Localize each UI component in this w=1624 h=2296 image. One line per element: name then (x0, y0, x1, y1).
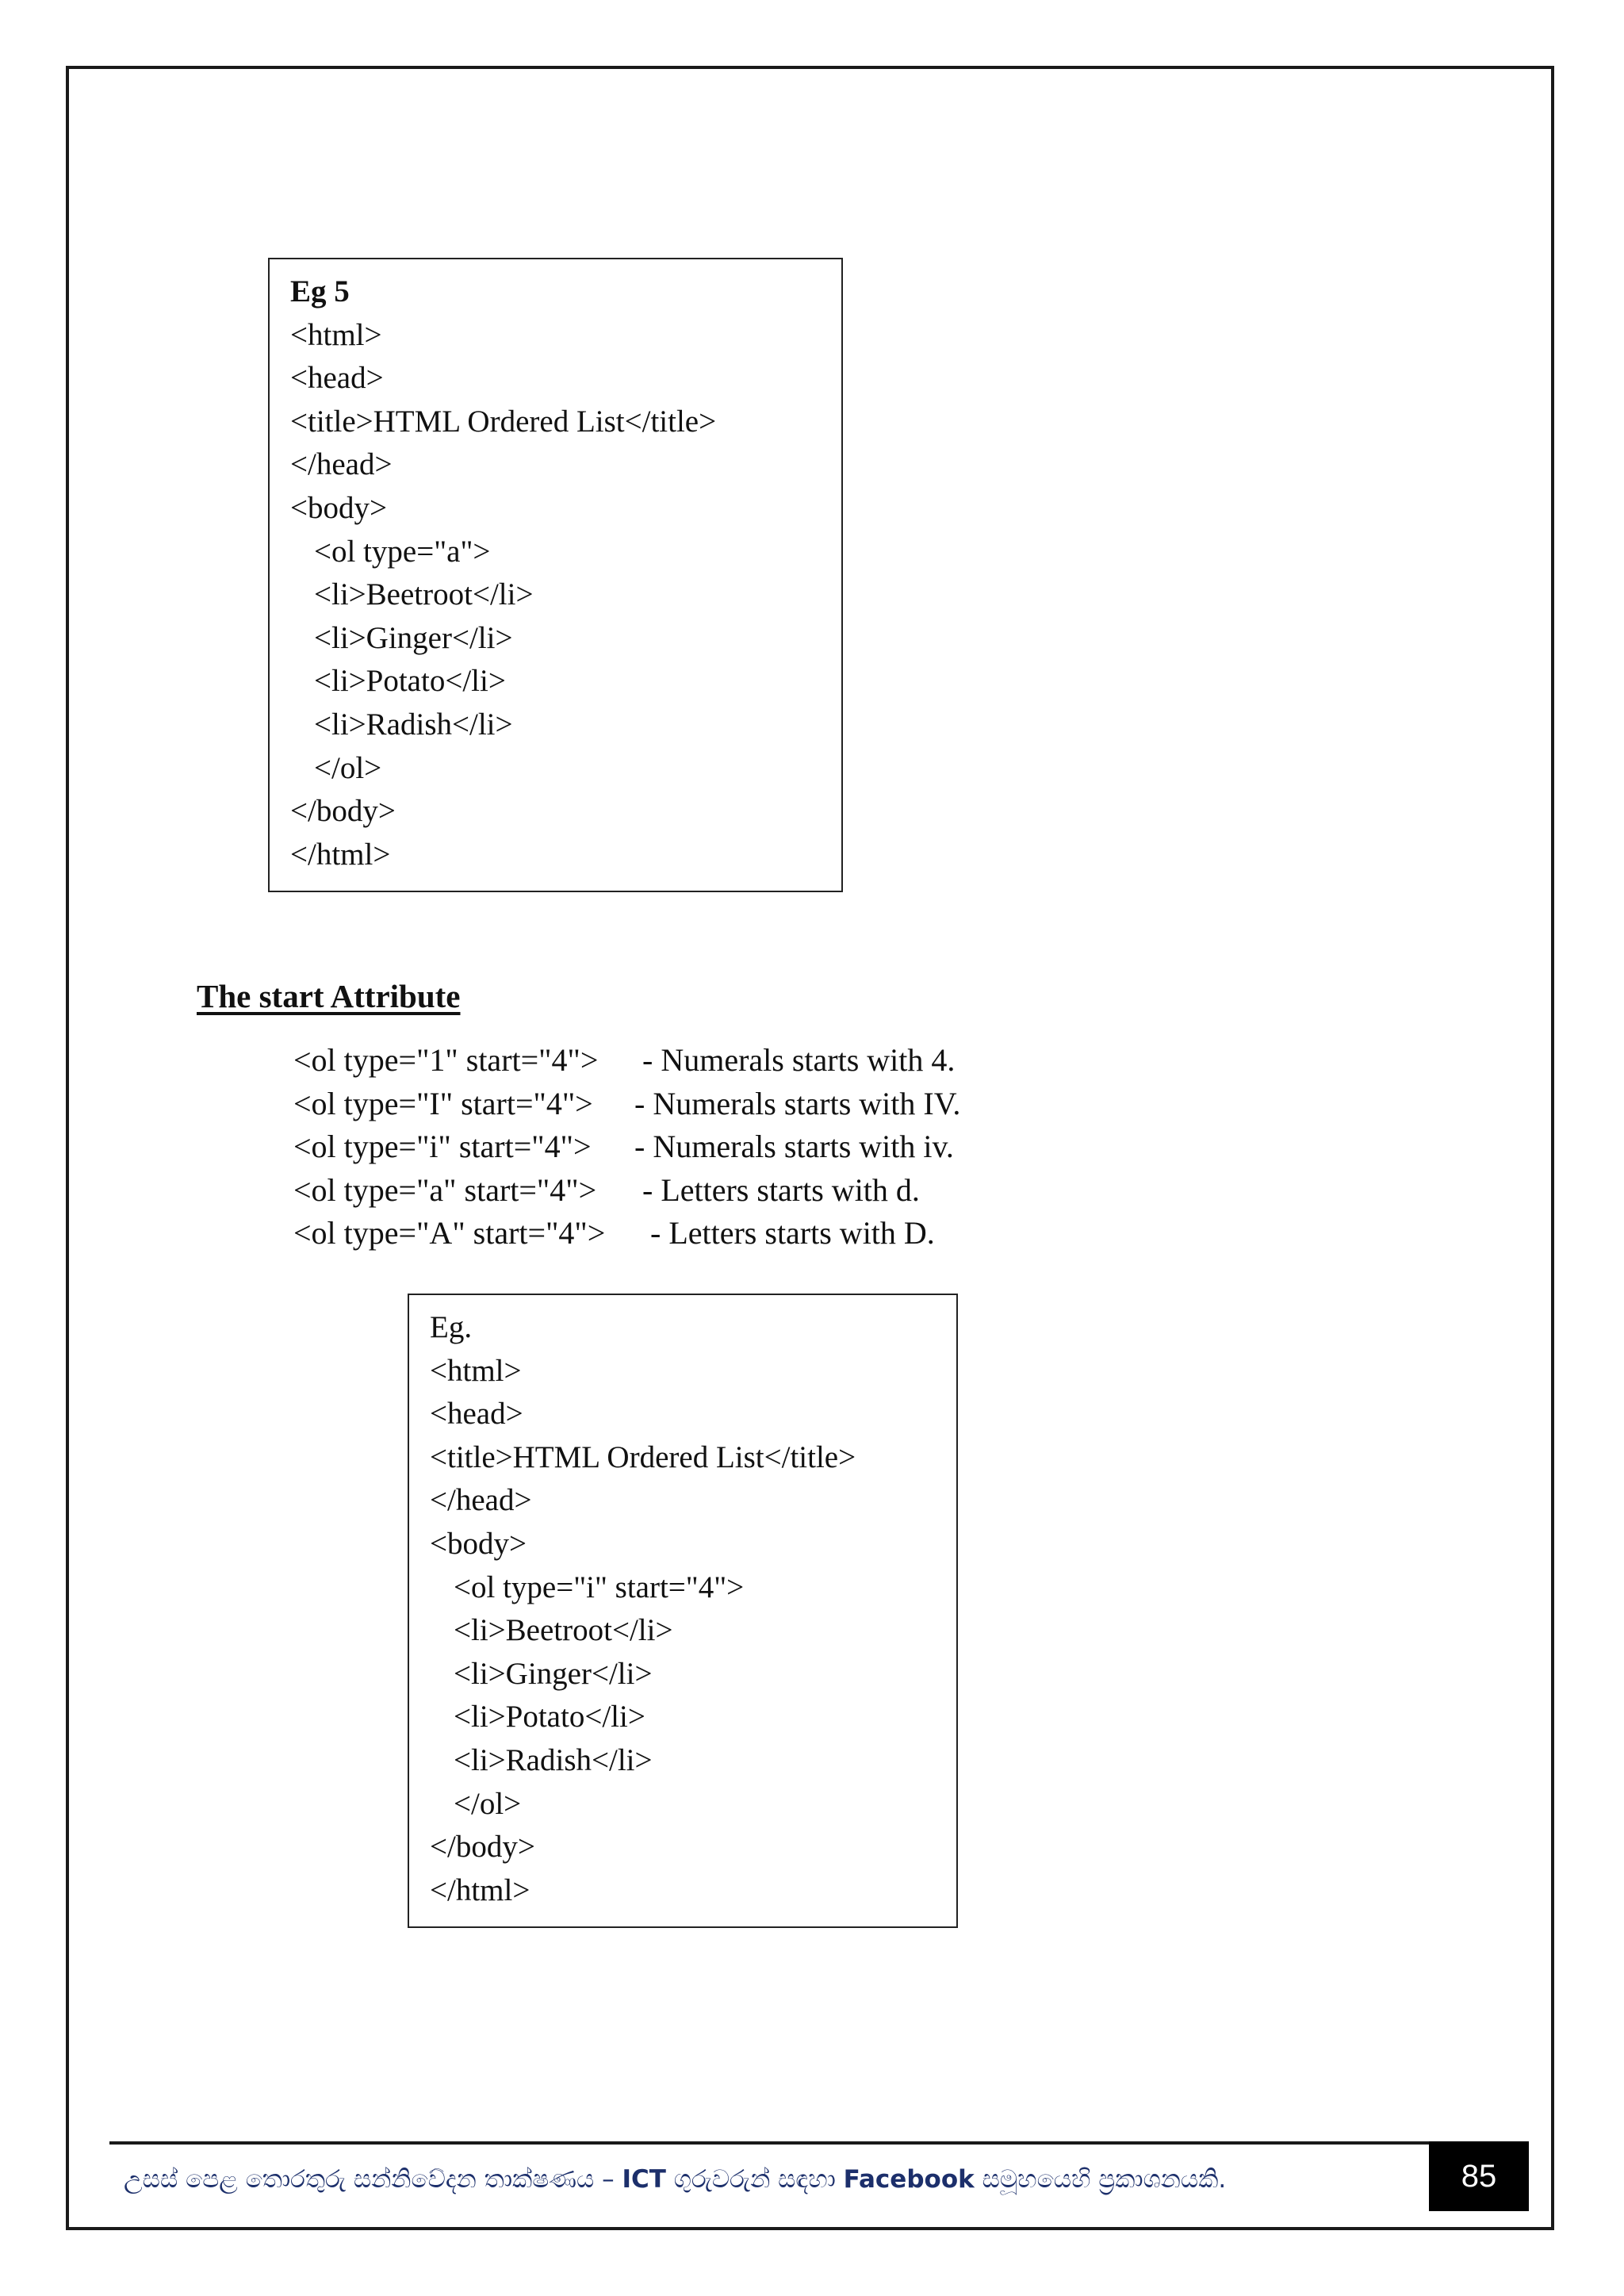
attribute-code: <ol type="A" start="4"> (293, 1215, 606, 1251)
attribute-code: <ol type="a" start="4"> (293, 1171, 597, 1208)
code-line: </body> (290, 794, 396, 829)
code-line: </ol> (454, 1786, 522, 1821)
footer-divider (109, 2141, 1529, 2145)
attribute-code: <ol type="i" start="4"> (293, 1129, 592, 1164)
example-title: Eg. (430, 1310, 473, 1344)
attribute-description: - Numerals starts with iv. (634, 1129, 954, 1164)
page-number: 85 (1429, 2141, 1529, 2211)
attribute-row (293, 1212, 960, 1255)
code-lines (430, 1350, 936, 1913)
code-line: <li>Radish</li> (454, 1742, 653, 1777)
code-line: <li>Ginger</li> (314, 620, 513, 655)
attribute-description: - Numerals starts with IV. (634, 1085, 961, 1121)
code-line: <title>HTML Ordered List</title> (430, 1439, 856, 1474)
code-line: <body> (290, 490, 387, 525)
code-example-box-1 (268, 258, 843, 892)
attribute-row (293, 1039, 960, 1083)
attribute-code: <ol type="I" start="4"> (293, 1085, 593, 1121)
code-line: <body> (430, 1526, 527, 1561)
footer-text-part: සමූහයෙහි ප්‍රකාශනයකි. (974, 2165, 1227, 2194)
attribute-code: <ol type="1" start="4"> (293, 1042, 599, 1078)
section-heading: The start Attribute (197, 978, 461, 1014)
code-line: <li>Potato</li> (314, 664, 506, 699)
code-line: </head> (430, 1483, 532, 1518)
attribute-row (293, 1125, 960, 1169)
attribute-description: - Numerals starts with 4. (634, 1042, 956, 1078)
code-line: <ol type="i" start="4"> (454, 1570, 745, 1604)
start-attribute-list (293, 1039, 960, 1255)
example-title: Eg 5 (290, 274, 350, 309)
footer-ict: ICT (622, 2165, 666, 2194)
footer-text-part: උසස් පෙළ තොරතුරු සන්නිවේදන තාක්ෂණය – (124, 2165, 622, 2194)
code-line: <html> (290, 317, 382, 352)
attribute-description: - Letters starts with d. (634, 1171, 920, 1208)
attribute-row (293, 1083, 960, 1126)
code-line: </html> (430, 1872, 530, 1907)
code-line: </head> (290, 447, 393, 482)
code-line: <ol type="a"> (314, 534, 491, 569)
code-line: </html> (290, 837, 391, 872)
attribute-description: - Letters starts with D. (634, 1215, 935, 1251)
code-line: <title>HTML Ordered List</title> (290, 404, 717, 439)
code-line: <head> (290, 361, 384, 396)
attribute-row (293, 1169, 960, 1213)
code-line: <html> (430, 1353, 522, 1388)
code-line: </ol> (314, 750, 382, 785)
code-line: </body> (430, 1830, 535, 1865)
code-line: <head> (430, 1397, 523, 1432)
footer-text-part: ගුරුවරුන් සඳහා (665, 2165, 844, 2194)
code-line: <li>Ginger</li> (454, 1656, 653, 1691)
code-lines (290, 314, 821, 877)
code-example-box-2 (408, 1294, 958, 1928)
footer-text (124, 2165, 1226, 2194)
code-line: <li>Beetroot</li> (454, 1613, 673, 1648)
footer-facebook: Facebook (843, 2165, 975, 2194)
code-line: <li>Radish</li> (314, 707, 513, 742)
code-line: <li>Beetroot</li> (314, 577, 534, 612)
code-line: <li>Potato</li> (454, 1700, 645, 1734)
